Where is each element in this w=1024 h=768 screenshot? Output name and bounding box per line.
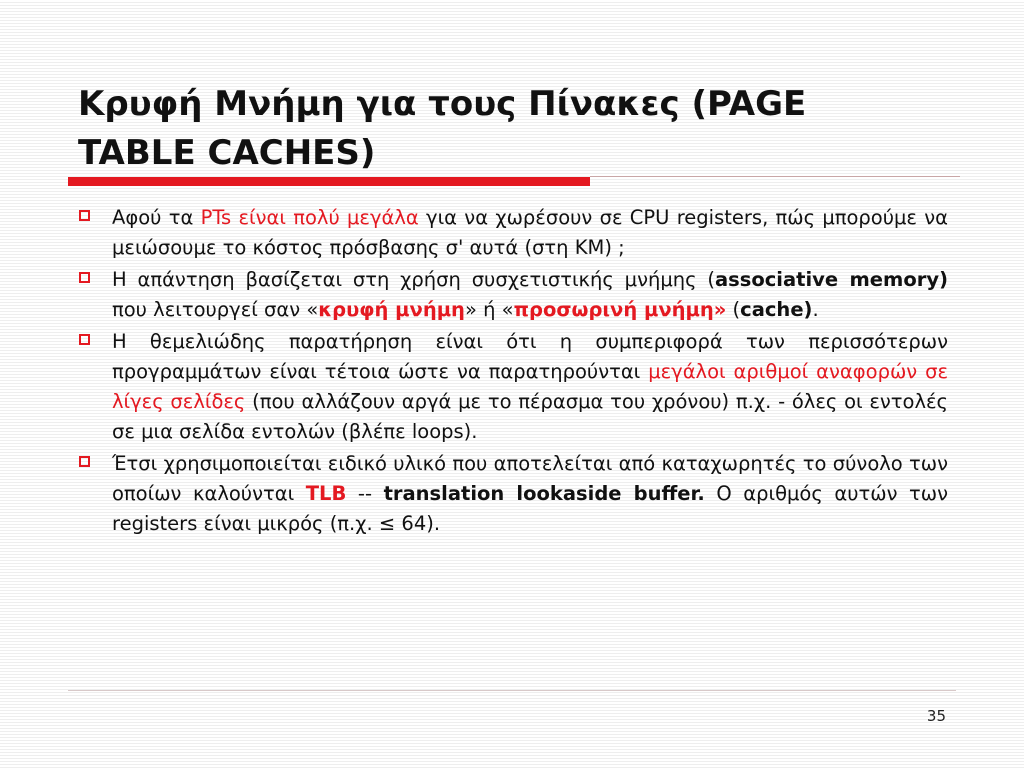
highlight-bold-text: προσωρινή μνήμη»: [513, 298, 727, 321]
square-bullet-icon: [79, 210, 90, 221]
highlight-bold-text: TLB: [305, 482, 347, 505]
highlight-bold-text: κρυφή μνήμη: [318, 298, 465, 321]
bullet-item-2: [76, 265, 948, 325]
bold-text: associative memory): [714, 268, 948, 291]
square-bullet-icon: [79, 334, 90, 345]
bullet-text: [112, 449, 948, 539]
bullet-item-3: [76, 327, 948, 447]
footer-divider: [68, 690, 956, 691]
bold-text: translation lookaside buffer.: [383, 482, 705, 505]
bullet-text: [112, 327, 948, 447]
highlight-text: PTs είναι πολύ μεγάλα: [200, 206, 419, 229]
bullet-item-1: [76, 203, 948, 263]
bullet-text-run: .: [812, 298, 819, 321]
bullet-text-run: (: [726, 298, 741, 321]
bullet-text-run: Ο αριθμός αυτών των registers είναι μικρός (π.χ. ≤ 64).: [112, 482, 948, 535]
bullet-text: [112, 203, 948, 263]
bullet-text-run: Αφού τα: [112, 206, 201, 229]
bold-text: cache): [740, 298, 813, 321]
bullet-list: [76, 203, 948, 541]
bullet-text-run: » ή «: [464, 298, 514, 321]
square-bullet-icon: [79, 456, 90, 467]
bullet-text-run: (που αλλάζουν αργά με το πέρασμα του χρόνου) π.χ. - όλες οι εντολές σε μια σελίδα εντολών (βλέπε loops).: [112, 390, 948, 443]
bullet-text: [112, 265, 948, 325]
highlight-text: μεγάλοι αριθμοί αναφορών σε λίγες σελίδες: [112, 360, 948, 413]
title-underline-accent: [68, 177, 590, 186]
bullet-text-run: --: [346, 482, 384, 505]
bullet-text-run: Η απάντηση βασίζεται στη χρήση συσχετιστικής μνήμης (: [112, 268, 715, 291]
bullet-item-4: [76, 449, 948, 539]
slide-title: [78, 80, 978, 178]
bullet-text-run: Έτσι χρησιμοποιείται ειδικό υλικό που αποτελείται από καταχωρητές το σύνολο των οποίων καλούνται: [112, 452, 948, 505]
slide-title-line-1: Κρυφή Μνήμη για τους Πίνακες (PAGE: [78, 84, 807, 124]
slide-title-line-2: TABLE CACHES): [78, 133, 376, 173]
bullet-text-run: που λειτουργεί σαν «: [112, 298, 319, 321]
bullet-text-run: για να χωρέσουν σε CPU registers, πώς μπορούμε να μειώσουμε το κόστος πρόσβασης σ' αυτά (στη ΚΜ) ;: [112, 206, 948, 259]
page-number: 35: [926, 707, 946, 725]
square-bullet-icon: [79, 272, 90, 283]
bullet-text-run: Η θεμελιώδης παρατήρηση είναι ότι η συμπεριφορά των περισσότερων προγραμμάτων είναι τέτοια ώστε να παρατηρούνται: [112, 330, 948, 383]
title-underline-thin: [590, 176, 960, 177]
